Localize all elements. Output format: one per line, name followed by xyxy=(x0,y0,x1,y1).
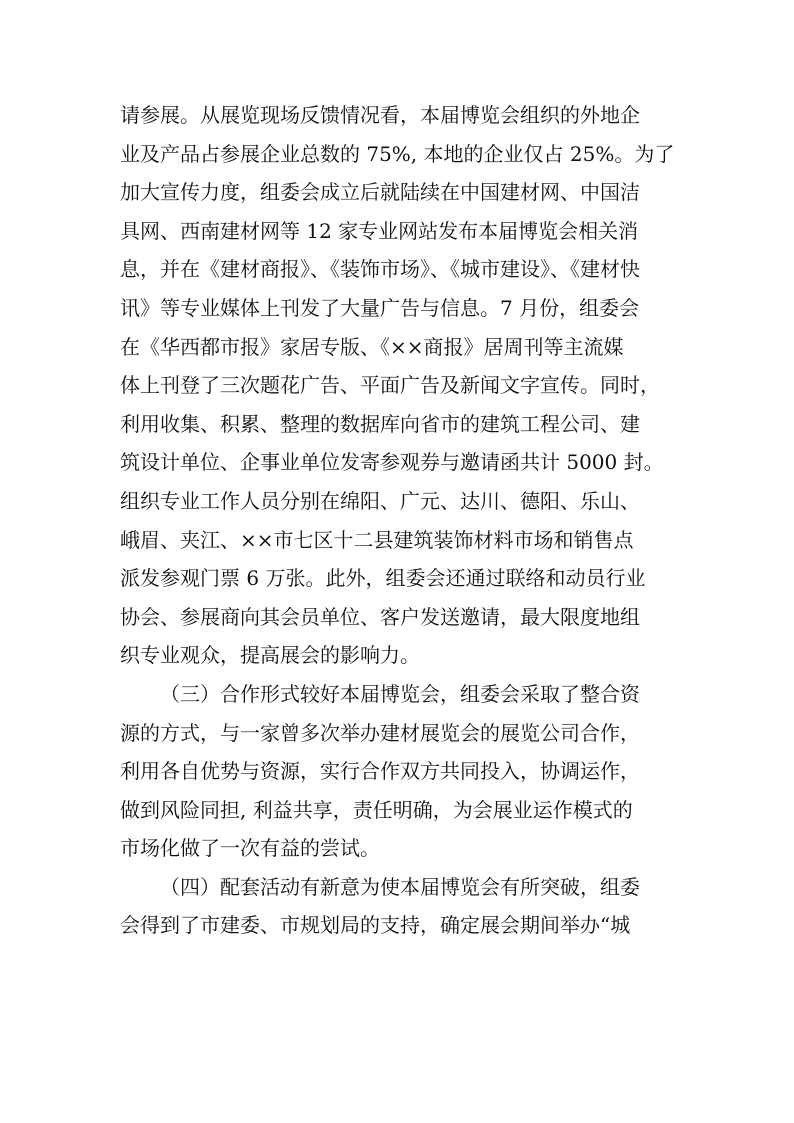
text-line: 织专业观众，提高展会的影响力。 xyxy=(120,643,420,668)
text-line: 峨眉、夹江、××市七区十二县建筑装饰材料市场和销售点 xyxy=(120,527,634,552)
section-heading-line: （三）合作形式较好本届博览会，组委会采取了整合资 xyxy=(160,681,640,706)
paragraph-section-three xyxy=(120,675,690,868)
text-line: 请参展。从展览现场反馈情况看，本届博览会组织的外地企 xyxy=(120,103,640,127)
text-line: 加大宣传力度，组委会成立后就陆续在中国建材网、中国洁 xyxy=(120,180,640,205)
text-line: 市场化做了一次有益的尝试。 xyxy=(120,836,380,861)
text-line: 源的方式，与一家曾多次举办建材展览会的展览公司合作， xyxy=(120,720,640,745)
text-line: 派发参观门票 6 万张。此外，组委会还通过联络和动员行业 xyxy=(120,566,646,591)
text-line: 息，并在《建材商报》、《装饰市场》、《城市建设》、《建材快 xyxy=(120,257,640,282)
text-line: 做到风险同担, 利益共享，责任明确，为会展业运作模式的 xyxy=(120,797,633,822)
text-line: 利用收集、积累、整理的数据库向省市的建筑工程公司、建 xyxy=(120,411,640,436)
text-line: 业及产品占参展企业总数的 75%, 本地的企业仅占 25%。为了 xyxy=(120,141,675,166)
text-line: 体上刊登了三次题花广告、平面广告及新闻文字宣传。同时， xyxy=(120,373,660,398)
text-line: 组织专业工作人员分别在绵阳、广元、达川、德阳、乐山、 xyxy=(120,488,640,513)
text-line: 利用各自优势与资源，实行合作双方共同投入，协调运作， xyxy=(120,759,640,784)
text-line: 在《华西都市报》家居专版、《××商报》居周刊等主流媒 xyxy=(120,334,624,359)
text-line: 会得到了市建委、市规划局的支持，确定展会期间举办“城 xyxy=(120,913,631,938)
text-line: 具网、西南建材网等 12 家专业网站发布本届博览会相关消 xyxy=(120,218,639,243)
text-line: 筑设计单位、企事业单位发寄参观券与邀请函共计 5000 封。 xyxy=(120,450,664,475)
paragraph-exhibitor-promotion xyxy=(120,96,690,675)
paragraph-section-four xyxy=(120,868,690,945)
text-line: 讯》等专业媒体上刊发了大量广告与信息。7 月份，组委会 xyxy=(120,295,640,320)
section-heading-line: （四）配套活动有新意为使本届博览会有所突破，组委 xyxy=(160,874,640,899)
body-text xyxy=(120,96,690,945)
text-line: 协会、参展商向其会员单位、客户发送邀请，最大限度地组 xyxy=(120,604,640,629)
